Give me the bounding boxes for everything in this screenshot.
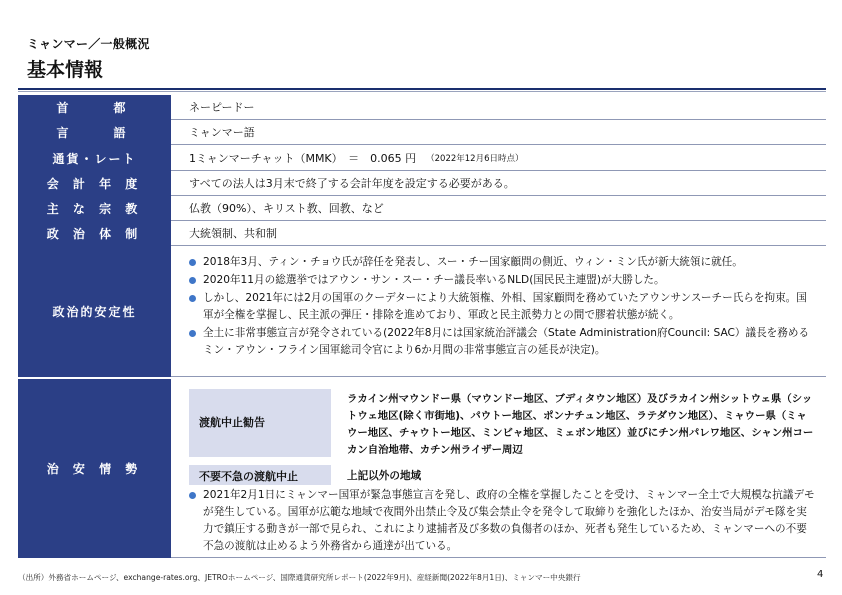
- advisory-level-1-areas: ラカイン州マウンドー県（マウンドー地区、ブディタウン地区）及びラカイン州シットウェ県（シットウェ地区(除く市街地)、パウトー地区、ポンナチュン地区、ラテダウン地区）、ミャウー県（ミャウー地区、チャウトー地区、ミンビャ地区、ミェボン地区）並びにチン州パレワ地区、シャン州コーカン自治地帯、カチン州ライザー周辺: [347, 393, 814, 456]
- row-currency: [18, 145, 826, 171]
- stability-bullet-list: [189, 254, 816, 360]
- row-religion: [18, 196, 826, 221]
- value-fiscal-year: すべての法人は3月末で終了する会計年度を設定する必要がある。: [171, 171, 826, 196]
- bullet-dot-icon: [189, 295, 196, 302]
- label-security: 治 安 情 勢: [18, 379, 171, 558]
- value-currency: [171, 145, 826, 171]
- bullet-dot-icon: [189, 330, 196, 337]
- label-political-stability: 政治的安定性: [18, 246, 171, 377]
- security-bullet-list: [189, 487, 816, 556]
- page-title: 基本情報: [27, 59, 104, 81]
- row-language: [18, 120, 826, 145]
- source-footnote: （出所）外務省ホームページ、exchange-rates.org、JETROホームページ、国際通貨研究所レポート(2022年9月)、産経新聞(2022年8月1日)、ミャンマー中央銀行: [18, 573, 581, 582]
- page-number: 4: [817, 569, 824, 580]
- list-item: 2021年2月1日にミャンマー国軍が緊急事態宣言を発し、政府の全権を掌握したことを受け、ミャンマー全土で大規模な抗議デモが発生している。国軍が広範な地域で夜間外出禁止令及び集会禁止令を発令して取締りを強化したほか、治安当局がデモ隊を実力で鎮圧する動きが一部で見られ、これにより逮捕者及び多数の負傷者のほか、死者も発生しているため、ミャンマーへの不要不急の渡航は止めるよう外務省から通達が出ている。: [189, 487, 816, 555]
- bullet-dot-icon: [189, 277, 196, 284]
- label-religion: 主 な 宗 教: [18, 196, 171, 221]
- label-politics: 政 治 体 制: [18, 221, 171, 246]
- list-item: 2020年11月の総選挙ではアウン・サン・スー・チー議長率いるNLD(国民民主連盟)が大勝した。: [189, 272, 816, 289]
- bullet-dot-icon: [189, 259, 196, 266]
- row-capital: [18, 95, 826, 120]
- value-political-stability: [171, 246, 826, 377]
- advisory-level-2-badge: 不要不急の渡航中止: [189, 465, 331, 485]
- currency-rate: 1ミャンマーチャット（MMK） ＝ 0.065 円: [189, 151, 417, 165]
- value-politics: 大統領制、共和制: [171, 221, 826, 246]
- section-subtitle: ミャンマー／一般概況: [27, 37, 150, 51]
- row-political-stability: [18, 246, 826, 377]
- row-politics: [18, 221, 826, 246]
- label-capital: 首 都: [18, 95, 171, 120]
- title-divider: [18, 88, 826, 90]
- advisory-level-1-badge: 渡航中止勧告: [189, 389, 331, 457]
- label-language: 言 語: [18, 120, 171, 145]
- bullet-dot-icon: [189, 492, 196, 499]
- list-item: 全土に非常事態宣言が発令されている(2022年8月には国家統治評議会（State Administration府Council: SAC）議長を務めるミン・アウン・フライン国軍総司令官により6か月間の非常事態宣言の延長が決定)。: [189, 325, 816, 359]
- currency-rate-date: （2022年12月6日時点）: [426, 153, 524, 164]
- label-currency: 通貨・レート: [18, 145, 171, 171]
- list-item: しかし、2021年には2月の国軍のクーデターにより大統領権、外相、国家顧問を務めていたアウンサンスーチー氏らを拘束。国軍が全権を掌握し、民主派の弾圧・排除を進めており、軍政と民主派勢力との間で膠着状態が続く。: [189, 290, 816, 324]
- row-fiscal-year: [18, 171, 826, 196]
- value-capital: ネーピードー: [171, 95, 826, 120]
- advisory-level-2-areas: 上記以外の地域: [347, 470, 422, 482]
- list-item: 2018年3月、ティン・チョウ氏が辞任を発表し、スー・チー国家顧問の側近、ウィン・ミン氏が新大統領に就任。: [189, 254, 816, 271]
- value-language: ミャンマー語: [171, 120, 826, 145]
- value-religion: 仏教（90%）、キリスト教、回教、など: [171, 196, 826, 221]
- title-divider-thin: [18, 91, 826, 92]
- label-fiscal-year: 会 計 年 度: [18, 171, 171, 196]
